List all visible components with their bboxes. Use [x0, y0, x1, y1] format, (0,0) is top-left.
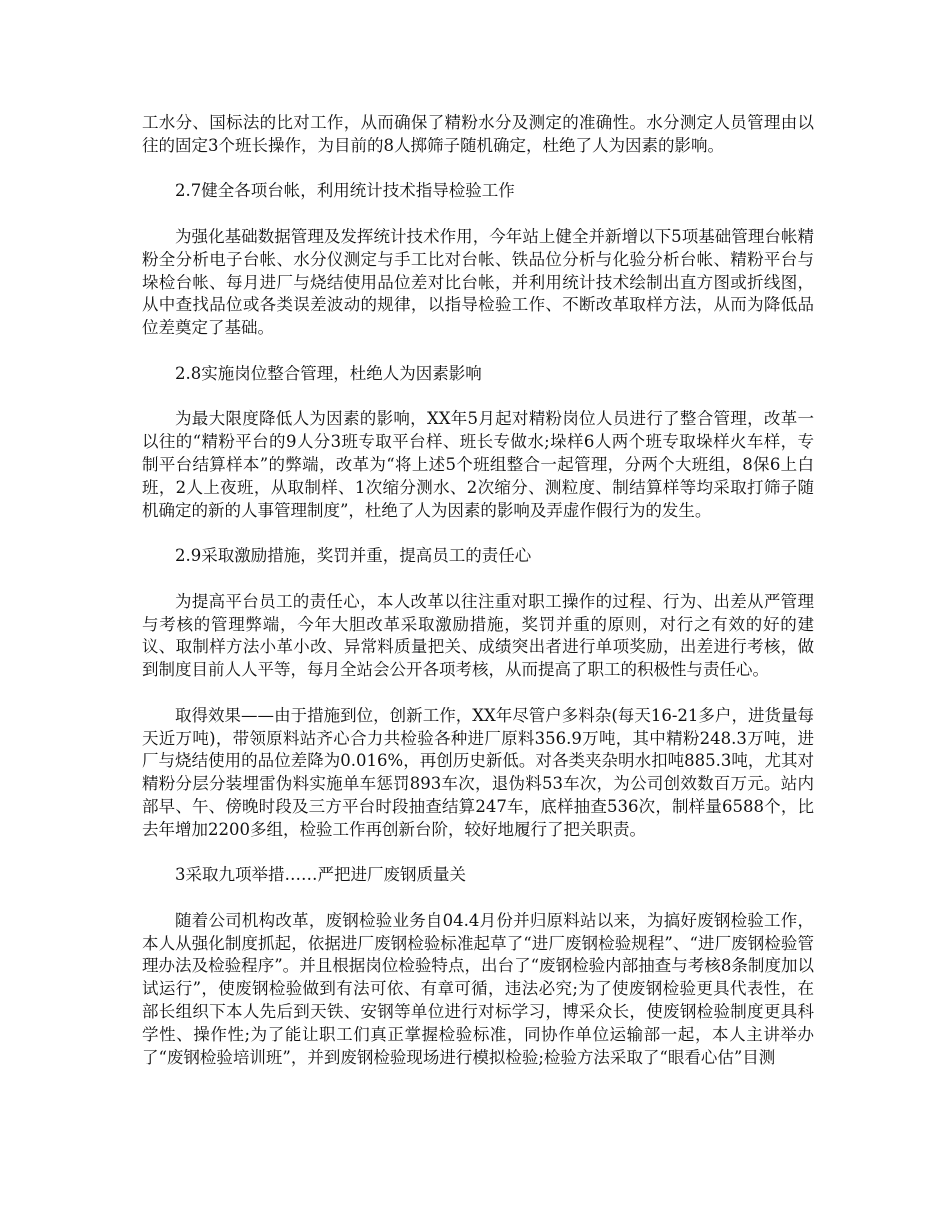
section-heading-3: 3采取九项举措……严把进厂废钢质量关	[175, 865, 466, 885]
section-heading-2-8: 2.8实施岗位整合管理，杜绝人为因素影响	[175, 363, 482, 383]
paragraph-incentives: 为提高平台员工的责任心，本人改革以往注重对职工操作的过程、行为、出差从严管理与考核的管理弊端，今年大胆改革采取激励措施，奖罚并重的原则，对行之有效的好的建议、取制样方法小革小改、异常料质量把关、成绩突出者进行单项奖励，出差进行考核，做到制度目前人人平等，每月全站会公开各项考核，从而提高了职工的积极性与责任心。	[142, 591, 814, 680]
document-body	[142, 112, 814, 1069]
paragraph-ledgers: 为强化基础数据管理及发挥统计技术作用，今年站上健全并新增以下5项基础管理台帐精粉全分析电子台帐、水分仪测定与手工比对台帐、铁品位分析与化验分析台帐、精粉平台与垛检台帐、每月进厂与烧结使用品位差对比台帐，并利用统计技术绘制出直方图或折线图，从中查找品位或各类误差波动的规律，以指导检验工作、不断改革取样方法，从而为降低品位差奠定了基础。	[142, 226, 814, 338]
section-heading-2-7: 2.7健全各项台帐，利用统计技术指导检验工作	[175, 181, 515, 201]
paragraph-results: 取得效果——由于措施到位，创新工作，XX年尽管户多料杂(每天16-21多户，进货量每天近万吨)，带领原料站齐心合力共检验各种进厂原料356.9万吨，其中精粉248.3万吨，进厂与烧结使用的品位差降为0.016%，再创历史新低。对各类夹杂明水扣吨885.3吨，尤其对精粉分层分装埋雷伪料实施单车惩罚893车次，退伪料53车次，为公司创效数百万元。站内部早、午、傍晚时段及三方平台时段抽查结算247车，底样抽查536次，制样量6588个，比去年增加2200多组，检验工作再创新台阶，较好地履行了把关职责。	[142, 705, 814, 839]
paragraph-scrap-steel: 随着公司机构改革，废钢检验业务自04.4月份并归原料站以来，为搞好废钢检验工作，本人从强化制度抓起，依据进厂废钢检验标准起草了“进厂废钢检验规程”、“进厂废钢检验管理办法及检验程序”。并且根据岗位检验特点，出台了“废钢检验内部抽查与考核8条制度加以试运行”，使废钢检验做到有法可依、有章可循，违法必究;为了使废钢检验更具代表性，在部长组织下本人先后到天铁、安钢等单位进行对标学习，博采众长，使废钢检验制度更具科学性、操作性;为了能让职工们真正掌握检验标准，同协作单位运输部一起，本人主讲举办了“废钢检验培训班”，并到废钢检验现场进行模拟检验;检验方法采取了“眼看心估”目测	[142, 910, 814, 1067]
paragraph-continued: 工水分、国标法的比对工作，从而确保了精粉水分及测定的准确性。水分测定人员管理由以往的固定3个班长操作，为目前的8人掷筛子随机确定，杜绝了人为因素的影响。	[142, 113, 814, 155]
section-heading-2-9: 2.9采取激励措施，奖罚并重，提高员工的责任心	[175, 546, 532, 566]
paragraph-post-integration: 为最大限度降低人为因素的影响，XX年5月起对精粉岗位人员进行了整合管理，改革一以往的“精粉平台的9人分3班专取平台样、班长专做水;垛样6人两个班专取垛样火车样，专制平台结算样本”的弊端，改革为“将上述5个班组整合一起管理，分两个大班组，8保6上白班，2人上夜班，从取制样、1次缩分测水、2次缩分、测粒度、制结算样等均采取打筛子随机确定的新的人事管理制度”，杜绝了人为因素的影响及弄虚作假行为的发生。	[142, 409, 814, 520]
